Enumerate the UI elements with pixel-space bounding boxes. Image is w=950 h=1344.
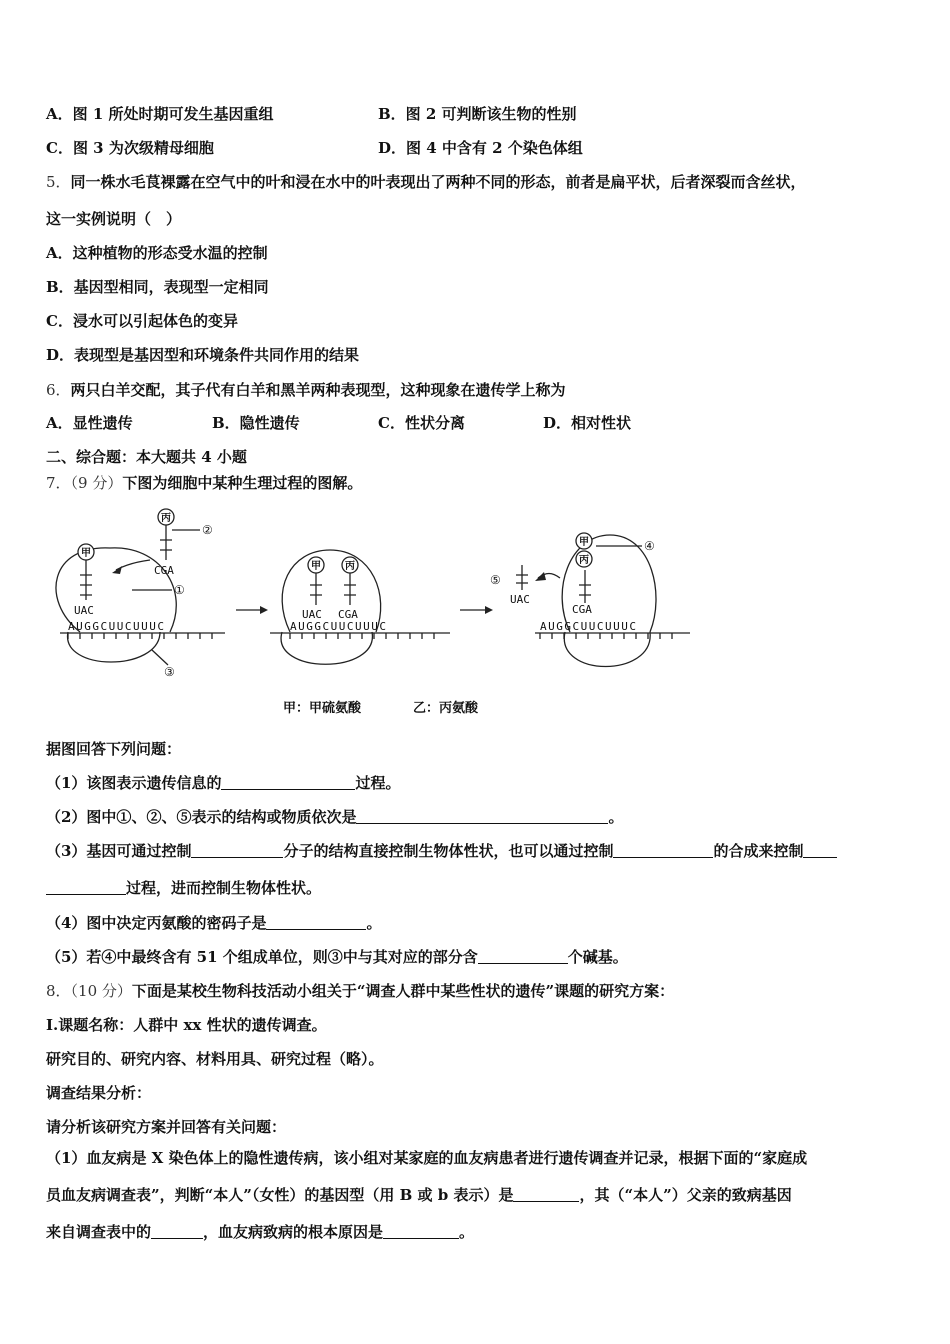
q5-option-c: C．浸水可以引起体色的变异 — [46, 312, 238, 330]
exit-arrowhead — [535, 572, 546, 581]
mrna-ticks-3 — [540, 633, 672, 639]
q8-number: 8． — [46, 982, 71, 1000]
answer-blank-cause[interactable] — [383, 1224, 459, 1239]
process-arrowhead-2 — [485, 606, 493, 614]
q7-sub-2 — [46, 806, 623, 827]
label-jia-3: 甲 — [579, 537, 589, 548]
q7-sub-3 — [46, 840, 837, 861]
legend-jia: 甲：甲硫氨酸 — [283, 701, 362, 716]
q7-score: （9 分） — [70, 474, 123, 492]
callout-1: ① — [174, 583, 185, 597]
anticodon-cga-3: CGA — [572, 603, 592, 616]
q7-sub-1-text-a: （1）该图表示遗传信息的 — [46, 774, 222, 792]
ribosome-large-subunit-3 — [562, 535, 656, 632]
q7-intro: 据图回答下列问题： — [46, 740, 182, 758]
section-2-title: 二、综合题：本大题共 4 小题 — [46, 448, 247, 466]
q4-option-b: B．图 2 可判断该生物的性别 — [378, 105, 577, 123]
q7-sub-2-text-a: （2）图中①、②、⑤表示的结构或物质依次是 — [46, 808, 357, 826]
q7-sub-4 — [46, 912, 381, 933]
q7-number: 7． — [46, 474, 71, 492]
answer-blank-1[interactable] — [221, 775, 355, 790]
q7-sub-1 — [46, 772, 400, 793]
mrna-ticks-2 — [290, 633, 434, 639]
answer-blank-2[interactable] — [356, 809, 608, 824]
anticodon-uac-2: UAC — [302, 608, 322, 621]
q8-research-info: 研究目的、研究内容、材料用具、研究过程（略）。 — [46, 1050, 384, 1068]
q7-sub-3-text-b: 分子的结构直接控制生物体性状，也可以通过控制 — [283, 842, 614, 860]
q5-stem-1: 同一株水毛茛裸露在空气中的叶和浸在水中的叶表现出了两种不同的形态，前者是扁平状，后者深裂而含丝状， — [70, 173, 806, 191]
mrna-sequence-3: AUGGCUUCUUUC — [540, 620, 638, 633]
callout-2: ② — [202, 523, 213, 537]
q4-option-a: A．图 1 所处时期可发生基因重组 — [46, 105, 274, 123]
q7-sub-5-text-b: 个碱基。 — [567, 948, 628, 966]
q7-sub-3-text-a: （3）基因可通过控制 — [46, 842, 192, 860]
q6-number: 6． — [46, 381, 71, 399]
anticodon-cga-1: CGA — [154, 564, 174, 577]
anticodon-uac-3: UAC — [510, 593, 530, 606]
trna-1-panel-2 — [310, 570, 322, 605]
q8-p3-text-b: ，血友病致病的根本原因是 — [203, 1223, 384, 1241]
ribosome-small-subunit-1 — [68, 632, 160, 662]
label-bing-3: 丙 — [579, 555, 589, 566]
mrna-sequence-2: AUGGCUUCUUUC — [290, 620, 388, 633]
q6-option-c: C．性状分离 — [378, 414, 465, 432]
answer-blank-3a[interactable] — [191, 843, 283, 858]
q8-p2-text-b: ，其（“本人”）父亲的致病基因 — [579, 1186, 792, 1204]
label-jia-2: 甲 — [311, 561, 321, 572]
callout-4: ④ — [644, 539, 655, 553]
q8-part-1-line-3 — [46, 1221, 474, 1242]
trna-2-panel-1 — [160, 525, 172, 560]
mrna-ticks-1 — [68, 633, 212, 639]
q7-sub-3-text-d: 过程，进而控制生物体性状。 — [126, 879, 322, 897]
q7-sub-3-text-c: 的合成来控制 — [713, 842, 804, 860]
q5-option-a: A．这种植物的形态受水温的控制 — [46, 244, 268, 262]
q8-p3-text-c: 。 — [459, 1223, 475, 1241]
q8-p3-text-a: 来自调查表中的 — [46, 1223, 152, 1241]
legend-yi: 乙：丙氨酸 — [413, 701, 479, 716]
answer-blank-genotype[interactable] — [513, 1187, 579, 1202]
q8-part-1-line-1: （1）血友病是 X 染色体上的隐性遗传病，该小组对某家庭的血友病患者进行遗传调查并记录，根据下面的“家庭成 — [46, 1149, 808, 1167]
trna-1-panel-1 — [80, 560, 92, 600]
q6-stem: 两只白羊交配，其子代有白羊和黑羊两种表现型，这种现象在遗传学上称为 — [70, 381, 566, 399]
q8-part-1-line-2 — [46, 1184, 792, 1205]
answer-blank-3b[interactable] — [613, 843, 713, 858]
label-jia-1: 甲 — [81, 548, 91, 559]
q8-topic: I.课题名称：人群中 xx 性状的遗传调查。 — [46, 1016, 327, 1034]
q5-number: 5． — [46, 173, 71, 191]
process-arrowhead-1 — [260, 606, 268, 614]
q8-instructions: 请分析该研究方案并回答有关问题： — [46, 1118, 287, 1136]
trna-free-panel-3 — [516, 565, 528, 590]
answer-blank-5[interactable] — [478, 949, 568, 964]
q7-sub-5 — [46, 946, 628, 967]
leader-line-3 — [152, 650, 168, 665]
q8-score: （10 分） — [70, 982, 132, 1000]
q8-stem-line — [46, 980, 674, 1001]
q6-option-a: A．显性遗传 — [46, 414, 133, 432]
q7-sub-1-text-b: 过程。 — [355, 774, 401, 792]
ribosome-small-subunit-3 — [564, 632, 650, 667]
q6-option-d: D．相对性状 — [543, 414, 632, 432]
callout-5: ⑤ — [490, 573, 501, 587]
label-bing-1: 丙 — [161, 513, 171, 524]
q4-option-c: C．图 3 为次级精母细胞 — [46, 139, 214, 157]
q8-results-heading: 调查结果分析： — [46, 1084, 152, 1102]
answer-blank-4[interactable] — [266, 915, 366, 930]
trna-2-panel-3 — [579, 570, 591, 603]
q7-sub-4-text-b: 。 — [366, 914, 382, 932]
q5-option-d: D．表现型是基因型和环境条件共同作用的结果 — [46, 346, 360, 364]
label-bing-2: 丙 — [345, 561, 355, 572]
mrna-sequence-1: AUGGCUUCUUUC — [68, 620, 166, 633]
anticodon-cga-2: CGA — [338, 608, 358, 621]
entry-arrowhead — [112, 566, 122, 574]
q7-sub-4-text-a: （4）图中决定丙氨酸的密码子是 — [46, 914, 267, 932]
q7-sub-2-text-b: 。 — [608, 808, 624, 826]
q7-stem: 下图为细胞中某种生理过程的图解。 — [122, 474, 363, 492]
q7-sub-5-text-a: （5）若④中最终含有 51 个组成单位，则③中与其对应的部分含 — [46, 948, 478, 966]
answer-blank-3c-cont[interactable] — [46, 880, 126, 895]
q5-stem-2: 这一实例说明（ ） — [46, 210, 182, 228]
q7-sub-3-cont — [46, 877, 321, 898]
anticodon-uac-1: UAC — [74, 604, 94, 617]
trna-2-panel-2 — [344, 570, 356, 605]
q5-option-b: B．基因型相同，表现型一定相同 — [46, 278, 269, 296]
q4-option-d: D．图 4 中含有 2 个染色体组 — [378, 139, 583, 157]
answer-blank-3c[interactable] — [803, 843, 837, 858]
ribosome-small-subunit-2 — [281, 632, 372, 664]
callout-3: ③ — [164, 665, 175, 679]
q6-option-b: B．隐性遗传 — [212, 414, 300, 432]
q8-stem: 下面是某校生物科技活动小组关于“调查人群中某些性状的遗传”课题的研究方案： — [131, 982, 675, 1000]
answer-blank-source[interactable] — [151, 1224, 203, 1239]
q8-p2-text-a: 员血友病调查表”，判断“本人”（女性）的基因型（用 B 或 b 表示）是 — [46, 1186, 514, 1204]
